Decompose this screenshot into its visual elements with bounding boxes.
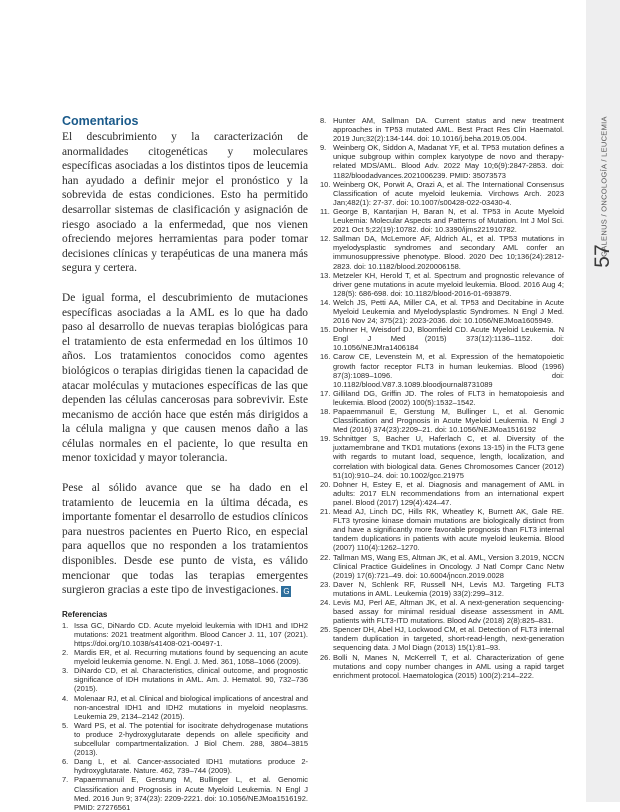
left-column <box>62 114 308 812</box>
reference-number: 7. <box>62 775 69 785</box>
reference-number: 2. <box>62 648 69 658</box>
reference-item <box>320 553 564 580</box>
reference-number: 23. <box>320 579 331 589</box>
reference-number: 25. <box>320 625 331 635</box>
reference-item <box>62 775 308 811</box>
section-heading: Comentarios <box>62 114 139 128</box>
reference-number: 6. <box>62 757 69 767</box>
reference-number: 21. <box>320 507 331 517</box>
reference-number: 11. <box>320 206 330 216</box>
reference-text: Papaemmanuil E, Gerstung M, Bullinger L, et al. Genomic Classification and Prognosis in Acute Myeloid Leukemia. N Engl J Med. 2016 Jun 9; 374(23): 2209-2221. doi: 10.1056/NEJMoa1516192. PMID: 27276561 <box>74 775 308 812</box>
reference-number: 1. <box>62 620 69 630</box>
right-column <box>320 116 564 680</box>
reference-number: 9. <box>320 143 327 153</box>
reference-number: 17. <box>320 388 331 398</box>
reference-text: Levis MJ, Perl AE, Altman JK, et al. A next-generation sequencing-based assay for minimal residual disease assessment in AML patients with FLT3-ITD mutations. Blood Adv (2018) 2(8):825–831. <box>333 597 564 626</box>
reference-text: Dohner H, Estey E, et al. Diagnosis and management of AML in adults: 2017 ELN recommendations from an international expert panel. Blood (2017) 129(4):424–47. <box>333 479 564 507</box>
reference-item <box>62 621 308 648</box>
reference-text: Bolli N, Manes N, McKerrell T, et al. Characterization of gene mutations and copy number changes in AML using a rapid target enrichment protocol. Haematologica (2015) 100(2):214–222. <box>333 652 564 680</box>
reference-text: Dohner H, Weisdorf DJ, Bloomfield CD. Acute Myeloid Leukemia. N Engl J Med (2015) 373(12):1136–1152. doi: 10.1056/NEJMra1406184 <box>333 325 564 353</box>
reference-item <box>320 580 564 598</box>
paragraph <box>62 481 308 598</box>
page-number: 57 <box>591 244 614 268</box>
reference-number: 22. <box>320 552 331 562</box>
reference-item <box>320 598 564 625</box>
references-list-right <box>320 116 564 680</box>
reference-number: 3. <box>62 666 69 676</box>
reference-text: Carow CE, Levenstein M, et al. Expression of the hematopoietic growth factor receptor FLT3 in human leukemias. Blood (1996) 87(3):1089–1096. doi: 10.1182/blood.V87.3.1089.bloodjournal8731089 <box>333 352 564 389</box>
references-list-left <box>62 621 308 812</box>
reference-text: Sallman DA, McLemore AF, Aldrich AL, et al. TP53 mutations in myelodysplastic syndromes and secondary AML confer an immunosuppressive phenotype. Blood. 2020 Dec 10;136(24):2812-2823. doi: 10.1182/blood.2020006158. <box>333 234 564 271</box>
reference-text: Schnittger S, Bacher U, Haferlach C, et al. Diversity of the juxtamembrane and TKD1 mutations (exons 13-15) in the FLT3 gene with regards to mutant load, sequence, length, localization, and correlation with biological data. Genes Chromosomes Cancer (2012) 51(10):910–24. doi: 10.1002/gcc.21975 <box>333 434 564 480</box>
reference-text: Tallman MS, Wang ES, Altman JK, et al. AML, Version 3.2019, NCCN Clinical Practice Guidelines in Oncology. J Natl Compr Canc Netw (2019) 17(6):721–49. doi: 10.6004/jnccn.2019.0028 <box>333 552 564 580</box>
reference-text: Issa GC, DiNardo CD. Acute myeloid leukemia with IDH1 and IDH2 mutations: 2021 treatment algorithm. Blood Cancer J. 11, 107 (2021). https://doi.org/10.1038/s41408-021-00497-1. <box>74 620 308 648</box>
reference-text: Daver N, Schlenk RF, Russell NH, Levis MJ. Targeting FLT3 mutations in AML. Leukemia (2019) 33(2):299–312. <box>333 579 564 598</box>
reference-text: Mardis ER, et al. Recurring mutations found by sequencing an acute myeloid leukemia genome. N. Engl. J. Med. 361, 1058–1066 (2009). <box>74 648 308 667</box>
reference-item <box>320 116 564 143</box>
reference-text: Molenaar RJ, et al. Clinical and biological implications of ancestral and non-ancestral IDH1 and IDH2 mutations in myeloid neoplasms. Leukemia 29, 2134–2142 (2015). <box>74 693 308 721</box>
reference-number: 15. <box>320 325 331 335</box>
reference-text: Weinberg OK, Siddon A, Madanat YF, et al. TP53 mutation defines a unique subgroup within complex karyotype de novo and therapy-related MDS/AML. Blood Adv. 2022 May 10;6(9):2847-2853. doi: 1182/bloodadvances.2021006239. PMID: 35073573 <box>333 143 564 180</box>
reference-number: 18. <box>320 407 331 416</box>
reference-item <box>320 234 564 270</box>
reference-text: Gilliland DG, Griffin JD. The roles of FLT3 in hematopoiesis and leukemia. Blood (2002) 100(5):1532–1542. <box>333 388 564 407</box>
references-heading: Referencias <box>62 609 108 619</box>
reference-item <box>320 180 564 207</box>
reference-item <box>320 207 564 234</box>
reference-item <box>320 143 564 179</box>
reference-number: 12. <box>320 234 331 244</box>
reference-number: 5. <box>62 720 69 730</box>
reference-item <box>320 407 564 434</box>
reference-item <box>320 653 564 680</box>
paragraph-text: Pese al sólido avance que se ha dado en el tratamiento de leucemia en la última década, es importante fomentar el desarrollo de estudios clínicos para nuestros pacientes en Puerto Rico, en especial para aquellos que no responden a los tratamientos disponibles. Desde ese punto de vista, es válido mencionar que todas las terapias emergentes surgieron gracias a este tipo de investigaciones. <box>62 482 308 597</box>
reference-text: Dang L, et al. Cancer-associated IDH1 mutations produce 2-hydroxyglutarate. Nature. 462, 739–744 (2009). <box>74 757 308 776</box>
reference-number: 26. <box>320 652 331 662</box>
reference-number: 13. <box>320 270 331 280</box>
side-tab <box>586 0 620 802</box>
end-of-article-mark: G <box>283 587 290 597</box>
reference-item <box>320 507 564 552</box>
reference-number: 14. <box>320 297 331 307</box>
reference-item <box>320 625 564 652</box>
reference-number: 10. <box>320 179 331 189</box>
reference-text: Hunter AM, Sallman DA. Current status and new treatment approaches in TP53 mutated AML. Best Pract Res Clin Haematol. 2019 Jun;32(2):134-144. doi: 10.1016/j.beha.2019.05.004. <box>333 116 564 144</box>
reference-text: Spencer DH, Abel HJ, Lockwood CM, et al. Detection of FLT3 internal tandem duplication in targeted, short-read-length, next-generation sequencing data. J Mol Diagn (2013) 15(1):81–93. <box>333 625 564 653</box>
reference-number: 4. <box>62 693 69 703</box>
reference-number: 24. <box>320 597 331 607</box>
reference-text: George B, Kantarjian H, Baran N, et al. TP53 in Acute Myeloid Leukemia: Molecular Aspects and Patterns of Mutation. Int J Mol Sci. 2021 Oct 5;22(19):10782. doi: 10.3390/ijms221910782. <box>333 206 564 235</box>
reference-item <box>320 271 564 298</box>
reference-item <box>62 648 308 666</box>
reference-item <box>320 434 564 479</box>
reference-item <box>320 389 564 407</box>
reference-item <box>320 480 564 507</box>
reference-item <box>320 298 564 325</box>
reference-text: Ward PS, et al. The potential for isocitrate dehydrogenase mutations to produce 2-hydroxyglutarate depends on allele specificity and subcellular compartmentalization. J Biol Chem. 288, 3804–3815 (2013). <box>74 720 308 758</box>
reference-text: Metzeler KH, Herold T, et al. Spectrum and prognostic relevance of driver gene mutations in acute myeloid leukemia. Blood. 2016 Aug 4; 128(5): 686-698. doi: 10.1182/blood-2016-01-693879. <box>333 270 564 298</box>
reference-number: 20. <box>320 479 331 489</box>
journal-section-label: GALENUS / ONCOLOGÍA / LEUCEMIA <box>599 116 609 257</box>
reference-item <box>320 352 564 388</box>
reference-number: 19. <box>320 434 331 444</box>
reference-number: 16. <box>320 352 331 362</box>
reference-item <box>320 325 564 352</box>
reference-item <box>62 757 308 775</box>
reference-text: Welch JS, Petti AA, Miller CA, et al. TP53 and Decitabine in Acute Myeloid Leukemia and Myelodysplastic Syndromes. N Engl J Med. 2016 Nov 24; 375(21): 2023-2036. doi: 10.1056/NEJMoa1605949. <box>333 297 564 326</box>
paragraph: De igual forma, el descubrimiento de mutaciones específicas asociadas a la AML es lo que ha dado paso al desarrollo de nuevas terapias biológicas para el tratamiento de esta enfermedad en los últimos 10 años. Los tratamientos conocidos como agentes biológicos o terapias dirigidas tienen la capacidad de atacar moléculas y mutaciones específicas de las que dependen las células cancerosas para sobrevivir. Este mecanismo de acción hace que estén más dirigidos a la célula maligna y que causen menos daño a las células normales en el paciente, lo que resulta en menor toxicidad y mayor tolerancia. <box>62 291 308 465</box>
reference-item <box>62 694 308 721</box>
reference-text: Papaemmanuil E, Gerstung M, Bullinger L, et al. Genomic Classification and Prognosis in Acute Myeloid Leukemia. N Engl J Med (2016) 374(23):2209–21. doi: 10.1056/NEJMoa1516192 <box>333 407 564 435</box>
paragraph: El descubrimiento y la caracterización de anormalidades citogenéticas y moleculares específicas asociadas a los distintos tipos de leucemia han ayudado a definir mejor el pronóstico y la sobrevida de estas condiciones. Esto ha permitido desarrollar sistemas de clasificación y asignación de riesgo asociado a la enfermedad, que nos vienen ofreciendo mejores herramientas para poder tomar decisiones clínicas y terapéuticas de una manera más segura y certera. <box>62 131 308 275</box>
reference-text: DiNardo CD, et al. Characteristics, clinical outcome, and prognostic significance of IDH mutations in AML. Am. J. Hematol. 90, 732–736 (2015). <box>74 666 308 694</box>
reference-item <box>62 666 308 693</box>
reference-item <box>62 721 308 757</box>
reference-number: 8. <box>320 116 327 125</box>
reference-text: Weinberg OK, Porwit A, Orazi A, et al. The International Consensus Classification of acute myeloid leukemia. Virchows Arch. 2023 Jan;482(1): 27-37. doi: 10.1007/s00428-022-03430-4. <box>333 179 564 207</box>
reference-text: Mead AJ, Linch DC, Hills RK, Wheatley K, Burnett AK, Gale RE. FLT3 tyrosine kinase domain mutations are biologically distinct from and have a significantly more favorable prognosis than FLT3 internal tandem duplications in patients with acute myeloid leukemia. Blood (2007) 110(4):1262–1270. <box>333 507 564 553</box>
